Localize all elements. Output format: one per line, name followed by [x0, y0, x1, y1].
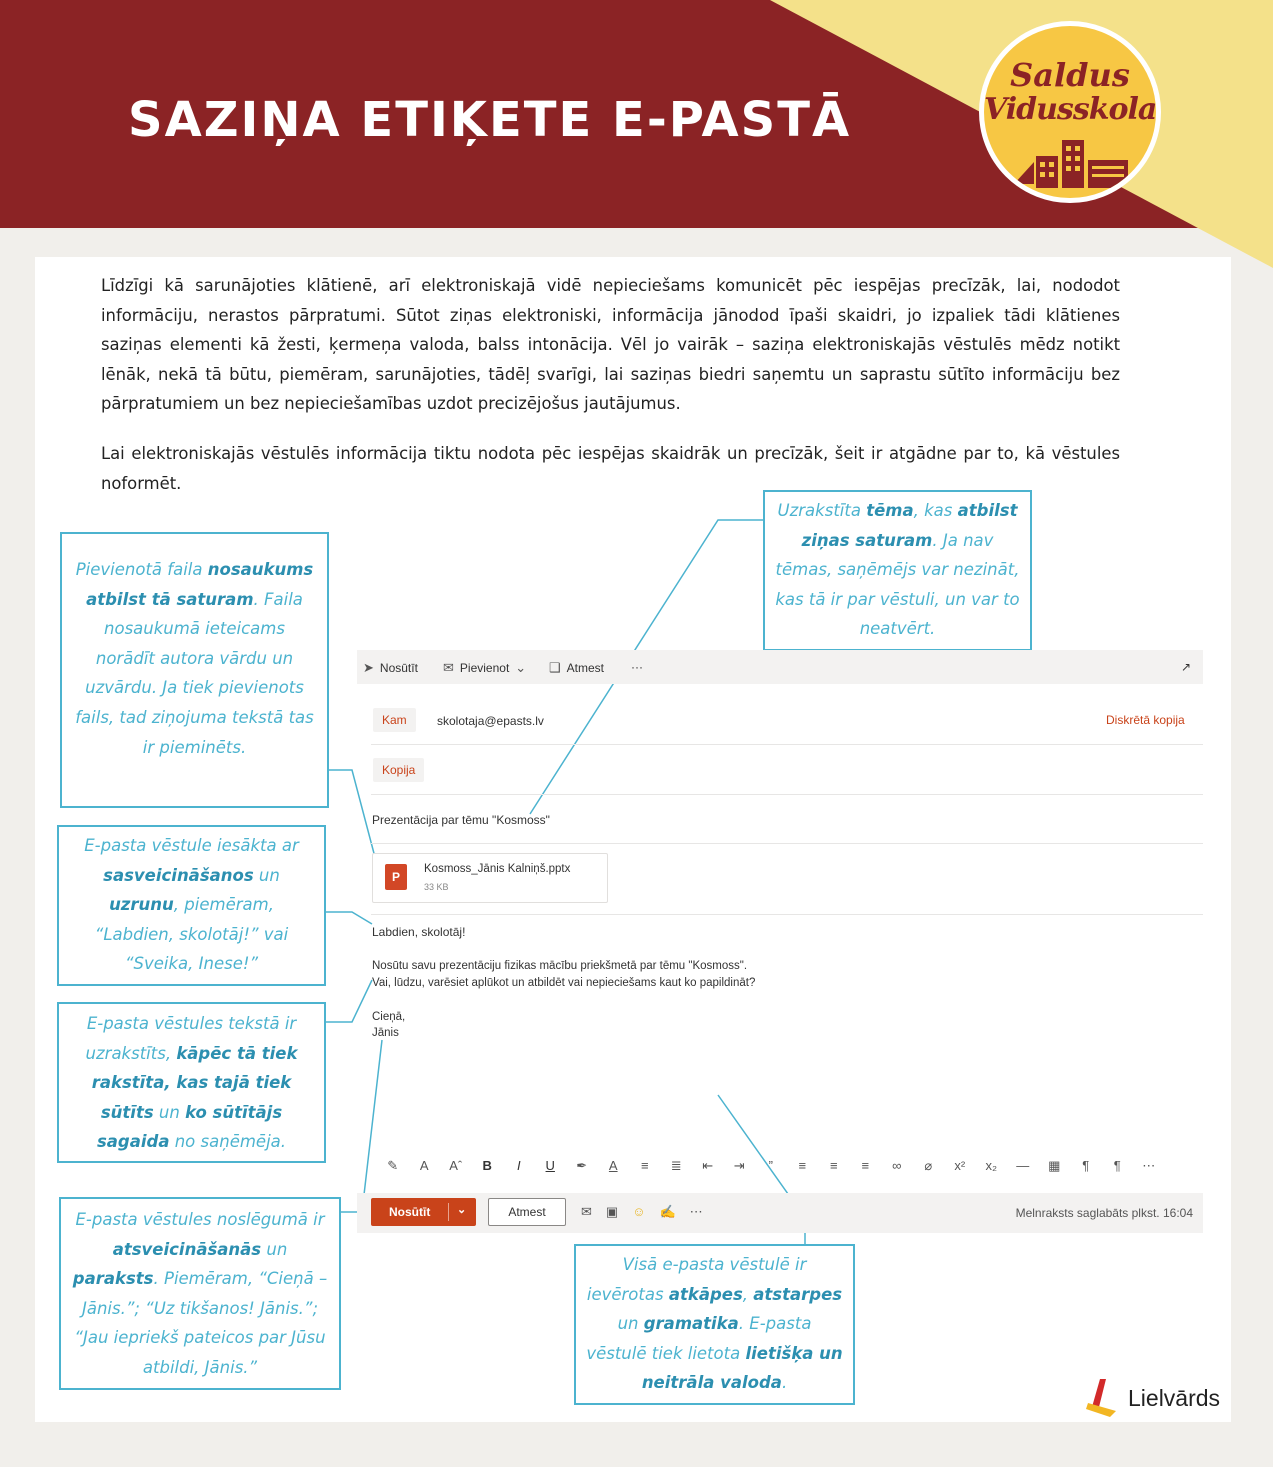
callout-text: sasveicināšanos — [103, 865, 254, 885]
callout-text: Visā e-pasta vēstulē ir ievērotas — [586, 1255, 807, 1304]
callout-text: Pievienotā faila — [75, 560, 208, 579]
highlight-icon[interactable]: ✒ — [576, 1158, 588, 1173]
body-line-1: Nosūtu savu prezentāciju fizikas mācību priekšmetā par tēmu "Kosmoss". — [372, 960, 748, 972]
decrease-indent-icon[interactable]: ⇤ — [702, 1158, 714, 1173]
callout-text: . Ja nav tēmas, saņēmējs var nezināt, kas tā ir par vēstuli, un var to neatvērt. — [775, 530, 1020, 639]
callout-subject — [763, 490, 1032, 651]
sponsor-name: Lielvārds — [1128, 1385, 1221, 1411]
attachment-name: Kosmoss_Jānis Kalniņš.pptx — [424, 863, 571, 875]
attachment-card[interactable] — [372, 853, 608, 903]
composer-footer — [357, 1193, 1203, 1233]
callout-text: un — [261, 1239, 288, 1259]
font-color-icon[interactable]: A — [608, 1158, 618, 1173]
toolbar-attach-button[interactable]: ✉ Pievienot ⌄ — [443, 660, 527, 675]
send-button[interactable]: Nosūtīt ⌄ — [371, 1198, 476, 1226]
callout-text: . — [781, 1373, 788, 1393]
callout-text: Uzrakstīta — [777, 501, 867, 520]
callout-text: ko sūtītājs sagaida — [96, 1102, 283, 1152]
attachment-size: 33 KB — [424, 882, 449, 892]
logo-line2: Vidusskola — [984, 92, 1157, 127]
paperclip-icon[interactable]: ✉ — [581, 1204, 592, 1219]
more-icon[interactable]: ⋯ — [689, 1204, 703, 1219]
logo-line1: Saldus — [1010, 56, 1130, 94]
numbering-icon[interactable]: ≣ — [670, 1158, 682, 1173]
unlink-icon[interactable]: ⌀ — [924, 1158, 933, 1173]
callout-text: un — [153, 1102, 186, 1122]
body-closing: Cieņā, — [372, 1011, 406, 1023]
body-greeting: Labdien, skolotāj! — [372, 925, 466, 939]
callout-attachment-name — [60, 532, 329, 808]
callout-text: . E-pasta vēstulē tiek lietota — [586, 1314, 812, 1363]
rtl-icon[interactable]: ¶ — [1113, 1158, 1121, 1173]
subject-input[interactable]: Prezentācija par tēmu "Kosmoss" — [372, 813, 550, 827]
callout-text: atsveicināšanās — [112, 1239, 262, 1259]
callout-text: . Piemēram, “Cieņā – Jānis.”; “Uz tikšanos! Jānis.”; “Jau iepriekš pateicos par Jūsu atbildi, Jānis.” — [74, 1269, 328, 1377]
callout-body-purpose — [57, 1002, 326, 1163]
callout-text: uzrunu — [109, 895, 174, 915]
lielvards-mark-icon — [1086, 1377, 1126, 1419]
send-icon: ➤ — [363, 660, 374, 675]
chevron-down-icon: ⌄ — [515, 660, 527, 675]
grow-font-icon[interactable]: Aˆ — [449, 1158, 463, 1173]
bullets-icon[interactable]: ≡ — [640, 1158, 649, 1173]
callout-text: E-pasta vēstule iesākta ar — [84, 836, 299, 855]
emoji-icon[interactable]: ☺ — [632, 1204, 646, 1219]
toolbar-discard-button[interactable]: ❑ Atmest — [549, 660, 604, 675]
callout-text: un — [253, 865, 280, 885]
callout-text: E-pasta vēstules tekstā ir uzrakstīts, — [85, 1014, 297, 1063]
sponsor-logo — [1086, 1377, 1231, 1419]
italic-icon[interactable]: I — [516, 1158, 521, 1173]
callout-text: E-pasta vēstules noslēgumā ir — [75, 1210, 325, 1229]
table-icon[interactable]: ▦ — [1048, 1158, 1061, 1173]
bcc-link[interactable]: Diskrētā kopija — [1106, 713, 1185, 727]
callout-text: lietišķa un neitrāla valoda — [641, 1343, 843, 1393]
to-input[interactable]: skolotaja@epasts.lv — [437, 714, 544, 728]
body-line-2: Vai, lūdzu, varēsiet aplūkot un atbildēt vai nepieciešams kaut ko papildināt? — [372, 977, 756, 989]
paperclip-icon: ✉ — [443, 660, 454, 675]
font-size-icon[interactable]: A — [419, 1158, 429, 1173]
more-format-icon[interactable]: ⋯ — [1142, 1158, 1156, 1173]
draft-saved-status: Melnraksts saglabāts plkst. 16:04 — [1015, 1206, 1193, 1220]
image-icon[interactable]: ▣ — [605, 1204, 619, 1219]
callout-text: paraksts — [72, 1269, 154, 1289]
callout-text: , — [742, 1284, 754, 1304]
callout-text: tēma — [866, 501, 914, 520]
toolbar-more-button[interactable]: ··· — [631, 660, 643, 674]
callout-text: atkāpes — [668, 1284, 743, 1304]
callout-text: , piemēram, “Labdien, skolotāj!” vai “Sveika, Inese!” — [94, 895, 289, 974]
intro-paragraph-2: Lai elektroniskajās vēstulēs informācija tiktu nodota pēc iespējas skaidrāk un precīzāk, šeit ir atgādne par to, kā vēstules noformēt. — [101, 444, 1120, 493]
quote-icon[interactable]: ” — [768, 1158, 773, 1173]
increase-indent-icon[interactable]: ⇥ — [733, 1158, 745, 1173]
ltr-icon[interactable]: ¶ — [1082, 1158, 1090, 1173]
footer-icons — [581, 1204, 703, 1220]
popout-icon[interactable]: ↗ — [1181, 660, 1192, 674]
callout-text: kāpēc tā tiek rakstīta, kas tajā tiek sūtīts — [91, 1043, 298, 1122]
school-logo — [979, 21, 1161, 203]
powerpoint-file-icon: P — [385, 864, 407, 890]
callout-text: un — [617, 1314, 644, 1334]
superscript-icon[interactable]: x² — [954, 1158, 966, 1173]
align-center-icon[interactable]: ≡ — [829, 1158, 838, 1173]
editor-icon[interactable]: ✍ — [659, 1204, 676, 1219]
align-right-icon[interactable]: ≡ — [861, 1158, 870, 1173]
format-painter-icon[interactable]: ✎ — [387, 1158, 399, 1173]
callout-greeting — [57, 825, 326, 986]
chevron-down-icon[interactable]: ⌄ — [457, 1204, 467, 1216]
strikethrough-icon[interactable]: — — [1016, 1158, 1030, 1173]
body-signature: Jānis — [372, 1027, 399, 1039]
callout-text: . Faila nosaukumā ieteicams norādīt autora vārdu un uzvārdu. Ja tiek pievienots fails, tad ziņojuma tekstā tas ir pieminēts. — [75, 589, 314, 757]
callout-text: no saņēmēja. — [169, 1132, 287, 1152]
building-icon — [1014, 132, 1134, 192]
formatting-toolbar — [377, 1158, 1197, 1180]
bold-icon[interactable]: B — [482, 1158, 492, 1173]
toolbar-send-button[interactable]: ➤ Nosūtīt — [363, 660, 418, 675]
to-button[interactable]: Kam — [373, 708, 416, 732]
intro-paragraph-1: Līdzīgi kā sarunājoties klātienē, arī elektroniskajā vidē nepieciešams komunicēt pēc iespējas precīzāk, lai, nododot informāciju, nerastos pārpratumi. Sūtot ziņas elektroniski, informācija jānodod īpaši skaidri, jo izpaliek tādi klātienes saziņas elementi kā žesti, ķermeņa valoda, balss intonācija. Vēl jo vairāk – saziņa elektroniskajās vēstulēs mēdz notikt lēnāk, nekā tā būtu, piemēram, sarunājoties, tādēļ svarīgi, lai saziņas biedri saņemtu un saprastu sūtīto informāciju bez pārpratumiem un bez nepieciešamības uzdot precizējošus jautājumus. — [101, 276, 1120, 413]
email-composer — [357, 650, 1203, 1233]
cc-button[interactable]: Kopija — [373, 758, 424, 782]
callout-text: atstarpes — [753, 1284, 843, 1304]
trash-icon: ❑ — [549, 660, 561, 675]
underline-icon[interactable]: U — [545, 1158, 555, 1173]
header-banner — [0, 0, 1273, 228]
align-left-icon[interactable]: ≡ — [798, 1158, 807, 1173]
callout-text: atbilst ziņas saturam — [801, 501, 1018, 550]
discard-button[interactable]: Atmest — [488, 1198, 566, 1226]
callout-closing-signature — [59, 1197, 341, 1390]
composer-toolbar — [357, 650, 1203, 684]
callout-text: nosaukums atbilst tā saturam — [86, 560, 314, 609]
link-icon[interactable]: ∞ — [892, 1158, 902, 1173]
callout-text: , kas — [913, 501, 958, 520]
callout-text: gramatika — [643, 1314, 739, 1334]
subscript-icon[interactable]: x₂ — [985, 1158, 998, 1173]
callout-grammar — [574, 1244, 855, 1405]
page-title: SAZIŅA ETIĶETE E-PASTĀ — [128, 92, 852, 148]
